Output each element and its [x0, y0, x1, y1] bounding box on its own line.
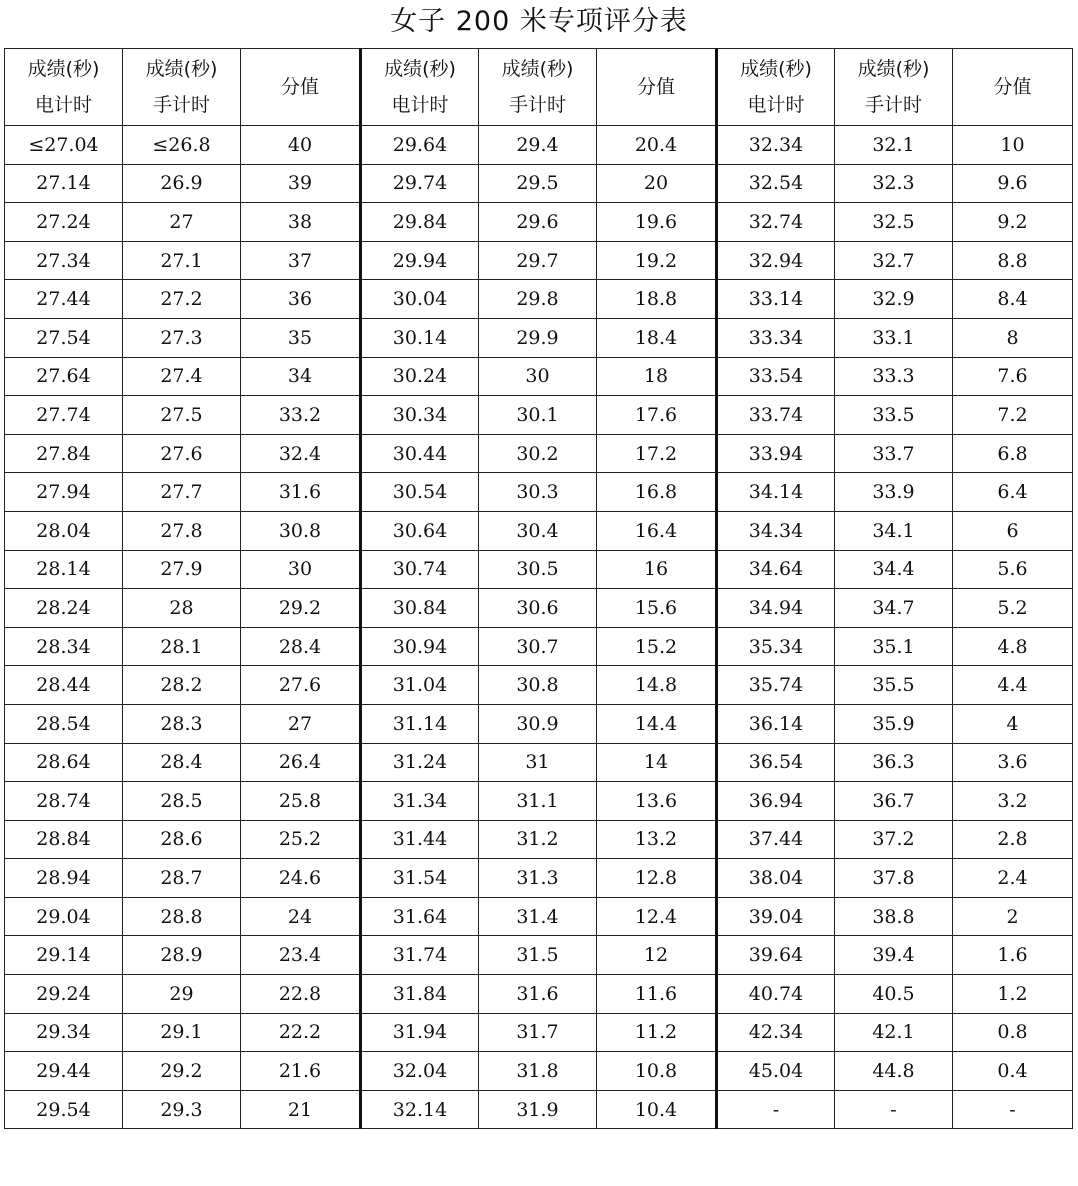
- cell-score: 12.8: [597, 859, 717, 898]
- table-row: [5, 820, 1073, 859]
- cell-hand-time: -: [835, 1090, 953, 1129]
- cell-score: 22.8: [241, 975, 361, 1014]
- cell-hand-time: 34.7: [835, 589, 953, 628]
- table-row: [5, 473, 1073, 512]
- cell-hand-time: 33.7: [835, 434, 953, 473]
- cell-electronic-time: 30.54: [361, 473, 479, 512]
- cell-hand-time: 35.1: [835, 627, 953, 666]
- cell-hand-time: 29.5: [479, 164, 597, 203]
- column-header-score: [241, 49, 361, 126]
- cell-hand-time: 31.8: [479, 1052, 597, 1091]
- cell-electronic-time: 30.64: [361, 511, 479, 550]
- cell-electronic-time: 30.04: [361, 280, 479, 319]
- cell-score: 8: [953, 318, 1073, 357]
- cell-electronic-time: 35.74: [717, 666, 835, 705]
- column-header-label: 成绩(秒): [740, 58, 812, 80]
- cell-electronic-time: 29.54: [5, 1090, 123, 1129]
- cell-score: 9.6: [953, 164, 1073, 203]
- cell-hand-time: ≤26.8: [123, 126, 241, 165]
- cell-electronic-time: 39.64: [717, 936, 835, 975]
- table-row: [5, 203, 1073, 242]
- table-row: [5, 1090, 1073, 1129]
- cell-electronic-time: 34.34: [717, 511, 835, 550]
- cell-electronic-time: 29.14: [5, 936, 123, 975]
- cell-hand-time: 30.1: [479, 396, 597, 435]
- cell-electronic-time: 32.14: [361, 1090, 479, 1129]
- cell-electronic-time: 28.14: [5, 550, 123, 589]
- cell-score: 6.8: [953, 434, 1073, 473]
- cell-score: 3.2: [953, 782, 1073, 821]
- column-header-label: 成绩(秒): [857, 58, 930, 80]
- cell-score: 0.4: [953, 1052, 1073, 1091]
- cell-score: 37: [241, 241, 361, 280]
- cell-electronic-time: 33.34: [717, 318, 835, 357]
- table-row: [5, 975, 1073, 1014]
- column-header-sublabel: 电计时: [34, 94, 92, 116]
- table-body: [5, 126, 1073, 1129]
- header-row: [5, 49, 1073, 126]
- table-row: [5, 627, 1073, 666]
- cell-electronic-time: 45.04: [717, 1052, 835, 1091]
- cell-score: 19.6: [597, 203, 717, 242]
- cell-electronic-time: ≤27.04: [5, 126, 123, 165]
- cell-hand-time: 42.1: [835, 1013, 953, 1052]
- column-header-hand-time: [479, 49, 597, 126]
- cell-score: 15.2: [597, 627, 717, 666]
- cell-score: 9.2: [953, 203, 1073, 242]
- cell-hand-time: 27.9: [123, 550, 241, 589]
- cell-score: 7.2: [953, 396, 1073, 435]
- cell-score: 28.4: [241, 627, 361, 666]
- cell-score: 14: [597, 743, 717, 782]
- cell-score: 5.2: [953, 589, 1073, 628]
- table-row: [5, 396, 1073, 435]
- cell-hand-time: 30.7: [479, 627, 597, 666]
- cell-hand-time: 38.8: [835, 897, 953, 936]
- cell-electronic-time: 32.94: [717, 241, 835, 280]
- cell-electronic-time: 36.54: [717, 743, 835, 782]
- cell-hand-time: 29.8: [479, 280, 597, 319]
- cell-hand-time: 28.5: [123, 782, 241, 821]
- cell-score: 21: [241, 1090, 361, 1129]
- cell-hand-time: 28.8: [123, 897, 241, 936]
- page-title: 女子 200 米专项评分表: [390, 6, 688, 37]
- cell-hand-time: 28.7: [123, 859, 241, 898]
- table-row: [5, 164, 1073, 203]
- cell-hand-time: 30: [479, 357, 597, 396]
- cell-electronic-time: 31.64: [361, 897, 479, 936]
- column-header-score: [953, 49, 1073, 126]
- cell-hand-time: 29.1: [123, 1013, 241, 1052]
- cell-score: 1.6: [953, 936, 1073, 975]
- cell-score: 18: [597, 357, 717, 396]
- cell-electronic-time: 36.14: [717, 704, 835, 743]
- cell-hand-time: 34.1: [835, 511, 953, 550]
- cell-score: 30.8: [241, 511, 361, 550]
- cell-score: 36: [241, 280, 361, 319]
- cell-score: 3.6: [953, 743, 1073, 782]
- cell-electronic-time: 29.74: [361, 164, 479, 203]
- cell-electronic-time: 30.34: [361, 396, 479, 435]
- table-row: [5, 241, 1073, 280]
- cell-hand-time: 32.7: [835, 241, 953, 280]
- cell-score: 11.6: [597, 975, 717, 1014]
- cell-electronic-time: 27.54: [5, 318, 123, 357]
- cell-hand-time: 30.4: [479, 511, 597, 550]
- cell-electronic-time: 32.34: [717, 126, 835, 165]
- cell-score: 20.4: [597, 126, 717, 165]
- cell-hand-time: 30.5: [479, 550, 597, 589]
- cell-hand-time: 39.4: [835, 936, 953, 975]
- table-row: [5, 1052, 1073, 1091]
- cell-electronic-time: 34.94: [717, 589, 835, 628]
- cell-score: 8.8: [953, 241, 1073, 280]
- column-header-label: 成绩(秒): [145, 58, 218, 80]
- cell-score: 34: [241, 357, 361, 396]
- cell-electronic-time: 30.84: [361, 589, 479, 628]
- cell-score: 30: [241, 550, 361, 589]
- cell-score: 12.4: [597, 897, 717, 936]
- cell-hand-time: 40.5: [835, 975, 953, 1014]
- cell-electronic-time: 28.04: [5, 511, 123, 550]
- table-row: [5, 434, 1073, 473]
- cell-hand-time: 29.3: [123, 1090, 241, 1129]
- table-row: [5, 782, 1073, 821]
- table-row: [5, 704, 1073, 743]
- cell-electronic-time: 27.44: [5, 280, 123, 319]
- cell-electronic-time: 37.44: [717, 820, 835, 859]
- cell-score: 16.8: [597, 473, 717, 512]
- cell-electronic-time: 42.34: [717, 1013, 835, 1052]
- cell-score: 2: [953, 897, 1073, 936]
- cell-score: 27: [241, 704, 361, 743]
- column-header-label: 成绩(秒): [27, 58, 100, 80]
- cell-score: 29.2: [241, 589, 361, 628]
- cell-electronic-time: 29.64: [361, 126, 479, 165]
- cell-electronic-time: 28.64: [5, 743, 123, 782]
- cell-hand-time: 29.9: [479, 318, 597, 357]
- cell-electronic-time: 30.14: [361, 318, 479, 357]
- column-header-electronic-time: [717, 49, 835, 126]
- cell-electronic-time: 28.54: [5, 704, 123, 743]
- cell-hand-time: 29.2: [123, 1052, 241, 1091]
- cell-hand-time: 35.5: [835, 666, 953, 705]
- cell-hand-time: 36.7: [835, 782, 953, 821]
- cell-hand-time: 30.8: [479, 666, 597, 705]
- cell-electronic-time: 32.04: [361, 1052, 479, 1091]
- cell-hand-time: 32.1: [835, 126, 953, 165]
- cell-hand-time: 31.4: [479, 897, 597, 936]
- cell-hand-time: 33.3: [835, 357, 953, 396]
- cell-score: 16.4: [597, 511, 717, 550]
- column-header-sublabel: 手计时: [152, 94, 210, 116]
- cell-hand-time: 27: [123, 203, 241, 242]
- cell-electronic-time: 27.64: [5, 357, 123, 396]
- cell-electronic-time: 31.04: [361, 666, 479, 705]
- cell-score: 19.2: [597, 241, 717, 280]
- cell-score: 22.2: [241, 1013, 361, 1052]
- cell-hand-time: 33.5: [835, 396, 953, 435]
- cell-score: 18.4: [597, 318, 717, 357]
- cell-hand-time: 28.6: [123, 820, 241, 859]
- cell-hand-time: 31.1: [479, 782, 597, 821]
- cell-electronic-time: 28.74: [5, 782, 123, 821]
- cell-score: 33.2: [241, 396, 361, 435]
- cell-electronic-time: 31.84: [361, 975, 479, 1014]
- cell-score: 7.6: [953, 357, 1073, 396]
- table-row: [5, 1013, 1073, 1052]
- column-header-hand-time: [835, 49, 953, 126]
- cell-electronic-time: 33.54: [717, 357, 835, 396]
- cell-score: 13.2: [597, 820, 717, 859]
- column-header-sublabel: 手计时: [864, 94, 922, 116]
- column-header-label: 成绩(秒): [384, 58, 456, 80]
- cell-electronic-time: 31.94: [361, 1013, 479, 1052]
- cell-hand-time: 37.8: [835, 859, 953, 898]
- cell-electronic-time: 28.84: [5, 820, 123, 859]
- cell-score: 14.8: [597, 666, 717, 705]
- cell-score: 17.2: [597, 434, 717, 473]
- cell-score: 20: [597, 164, 717, 203]
- cell-electronic-time: 34.64: [717, 550, 835, 589]
- cell-electronic-time: 38.04: [717, 859, 835, 898]
- cell-electronic-time: 32.74: [717, 203, 835, 242]
- cell-hand-time: 30.3: [479, 473, 597, 512]
- table-row: [5, 318, 1073, 357]
- column-header-sublabel: 电计时: [747, 94, 805, 116]
- cell-hand-time: 27.7: [123, 473, 241, 512]
- cell-electronic-time: 31.34: [361, 782, 479, 821]
- cell-score: 10: [953, 126, 1073, 165]
- cell-score: 0.8: [953, 1013, 1073, 1052]
- cell-score: 12: [597, 936, 717, 975]
- cell-score: 15.6: [597, 589, 717, 628]
- cell-hand-time: 32.5: [835, 203, 953, 242]
- cell-score: 40: [241, 126, 361, 165]
- cell-electronic-time: 30.24: [361, 357, 479, 396]
- cell-score: 25.8: [241, 782, 361, 821]
- cell-score: 31.6: [241, 473, 361, 512]
- cell-hand-time: 31.2: [479, 820, 597, 859]
- cell-score: 10.8: [597, 1052, 717, 1091]
- table-row: [5, 936, 1073, 975]
- cell-score: 10.4: [597, 1090, 717, 1129]
- cell-electronic-time: -: [717, 1090, 835, 1129]
- cell-score: 8.4: [953, 280, 1073, 319]
- cell-hand-time: 32.9: [835, 280, 953, 319]
- cell-score: 4.4: [953, 666, 1073, 705]
- cell-electronic-time: 32.54: [717, 164, 835, 203]
- cell-hand-time: 29: [123, 975, 241, 1014]
- column-header-label: 分值: [993, 76, 1032, 98]
- cell-hand-time: 30.6: [479, 589, 597, 628]
- score-table: [4, 48, 1073, 1129]
- cell-score: 16: [597, 550, 717, 589]
- table-row: [5, 357, 1073, 396]
- cell-electronic-time: 30.44: [361, 434, 479, 473]
- cell-hand-time: 31.5: [479, 936, 597, 975]
- cell-electronic-time: 29.04: [5, 897, 123, 936]
- cell-hand-time: 28.1: [123, 627, 241, 666]
- cell-electronic-time: 31.44: [361, 820, 479, 859]
- cell-hand-time: 36.3: [835, 743, 953, 782]
- cell-hand-time: 31.9: [479, 1090, 597, 1129]
- cell-hand-time: 44.8: [835, 1052, 953, 1091]
- cell-score: 5.6: [953, 550, 1073, 589]
- cell-score: 35: [241, 318, 361, 357]
- cell-electronic-time: 29.84: [361, 203, 479, 242]
- column-header-sublabel: 手计时: [508, 94, 566, 116]
- cell-electronic-time: 27.14: [5, 164, 123, 203]
- cell-score: 13.6: [597, 782, 717, 821]
- cell-hand-time: 27.2: [123, 280, 241, 319]
- cell-score: 32.4: [241, 434, 361, 473]
- cell-hand-time: 29.6: [479, 203, 597, 242]
- cell-hand-time: 32.3: [835, 164, 953, 203]
- table-row: [5, 897, 1073, 936]
- cell-hand-time: 27.8: [123, 511, 241, 550]
- cell-electronic-time: 31.24: [361, 743, 479, 782]
- cell-score: 11.2: [597, 1013, 717, 1052]
- cell-hand-time: 33.1: [835, 318, 953, 357]
- column-header-electronic-time: [5, 49, 123, 126]
- cell-electronic-time: 27.34: [5, 241, 123, 280]
- cell-hand-time: 30.9: [479, 704, 597, 743]
- cell-electronic-time: 27.84: [5, 434, 123, 473]
- cell-score: 24.6: [241, 859, 361, 898]
- cell-electronic-time: 33.94: [717, 434, 835, 473]
- cell-hand-time: 28.3: [123, 704, 241, 743]
- cell-electronic-time: 39.04: [717, 897, 835, 936]
- cell-electronic-time: 27.94: [5, 473, 123, 512]
- cell-electronic-time: 30.74: [361, 550, 479, 589]
- cell-hand-time: 27.4: [123, 357, 241, 396]
- cell-hand-time: 27.5: [123, 396, 241, 435]
- cell-score: 1.2: [953, 975, 1073, 1014]
- cell-score: 18.8: [597, 280, 717, 319]
- column-header-score: [597, 49, 717, 126]
- cell-hand-time: 31.6: [479, 975, 597, 1014]
- cell-hand-time: 31.7: [479, 1013, 597, 1052]
- cell-electronic-time: 28.44: [5, 666, 123, 705]
- cell-score: 6: [953, 511, 1073, 550]
- table-row: [5, 666, 1073, 705]
- cell-electronic-time: 28.94: [5, 859, 123, 898]
- cell-hand-time: 29.7: [479, 241, 597, 280]
- cell-score: 17.6: [597, 396, 717, 435]
- cell-electronic-time: 29.24: [5, 975, 123, 1014]
- cell-electronic-time: 33.74: [717, 396, 835, 435]
- cell-hand-time: 31.3: [479, 859, 597, 898]
- cell-score: 25.2: [241, 820, 361, 859]
- table-row: [5, 743, 1073, 782]
- cell-hand-time: 27.3: [123, 318, 241, 357]
- cell-score: 27.6: [241, 666, 361, 705]
- cell-electronic-time: 29.94: [361, 241, 479, 280]
- cell-hand-time: 37.2: [835, 820, 953, 859]
- cell-hand-time: 35.9: [835, 704, 953, 743]
- cell-score: 38: [241, 203, 361, 242]
- cell-electronic-time: 28.34: [5, 627, 123, 666]
- cell-score: 23.4: [241, 936, 361, 975]
- cell-electronic-time: 29.44: [5, 1052, 123, 1091]
- cell-score: 2.4: [953, 859, 1073, 898]
- cell-electronic-time: 31.54: [361, 859, 479, 898]
- cell-hand-time: 28: [123, 589, 241, 628]
- column-header-electronic-time: [361, 49, 479, 126]
- cell-score: 21.6: [241, 1052, 361, 1091]
- cell-hand-time: 27.6: [123, 434, 241, 473]
- cell-score: 24: [241, 897, 361, 936]
- cell-electronic-time: 33.14: [717, 280, 835, 319]
- cell-electronic-time: 31.74: [361, 936, 479, 975]
- cell-electronic-time: 27.74: [5, 396, 123, 435]
- cell-electronic-time: 28.24: [5, 589, 123, 628]
- cell-electronic-time: 30.94: [361, 627, 479, 666]
- cell-hand-time: 28.4: [123, 743, 241, 782]
- cell-score: 14.4: [597, 704, 717, 743]
- cell-score: 39: [241, 164, 361, 203]
- column-header-label: 分值: [280, 76, 319, 98]
- column-header-label: 分值: [636, 76, 675, 98]
- cell-electronic-time: 31.14: [361, 704, 479, 743]
- column-header-sublabel: 电计时: [391, 94, 449, 116]
- cell-hand-time: 29.4: [479, 126, 597, 165]
- cell-electronic-time: 29.34: [5, 1013, 123, 1052]
- cell-hand-time: 27.1: [123, 241, 241, 280]
- cell-hand-time: 26.9: [123, 164, 241, 203]
- cell-hand-time: 30.2: [479, 434, 597, 473]
- cell-score: -: [953, 1090, 1073, 1129]
- cell-hand-time: 34.4: [835, 550, 953, 589]
- column-header-label: 成绩(秒): [501, 58, 574, 80]
- cell-electronic-time: 40.74: [717, 975, 835, 1014]
- cell-score: 26.4: [241, 743, 361, 782]
- table-row: [5, 550, 1073, 589]
- cell-score: 2.8: [953, 820, 1073, 859]
- cell-electronic-time: 35.34: [717, 627, 835, 666]
- table-row: [5, 126, 1073, 165]
- cell-hand-time: 33.9: [835, 473, 953, 512]
- table-row: [5, 859, 1073, 898]
- cell-electronic-time: 34.14: [717, 473, 835, 512]
- cell-electronic-time: 27.24: [5, 203, 123, 242]
- table-row: [5, 589, 1073, 628]
- cell-score: 6.4: [953, 473, 1073, 512]
- cell-score: 4.8: [953, 627, 1073, 666]
- table-row: [5, 280, 1073, 319]
- table-row: [5, 511, 1073, 550]
- cell-hand-time: 28.9: [123, 936, 241, 975]
- cell-hand-time: 31: [479, 743, 597, 782]
- cell-electronic-time: 36.94: [717, 782, 835, 821]
- cell-score: 4: [953, 704, 1073, 743]
- column-header-hand-time: [123, 49, 241, 126]
- cell-hand-time: 28.2: [123, 666, 241, 705]
